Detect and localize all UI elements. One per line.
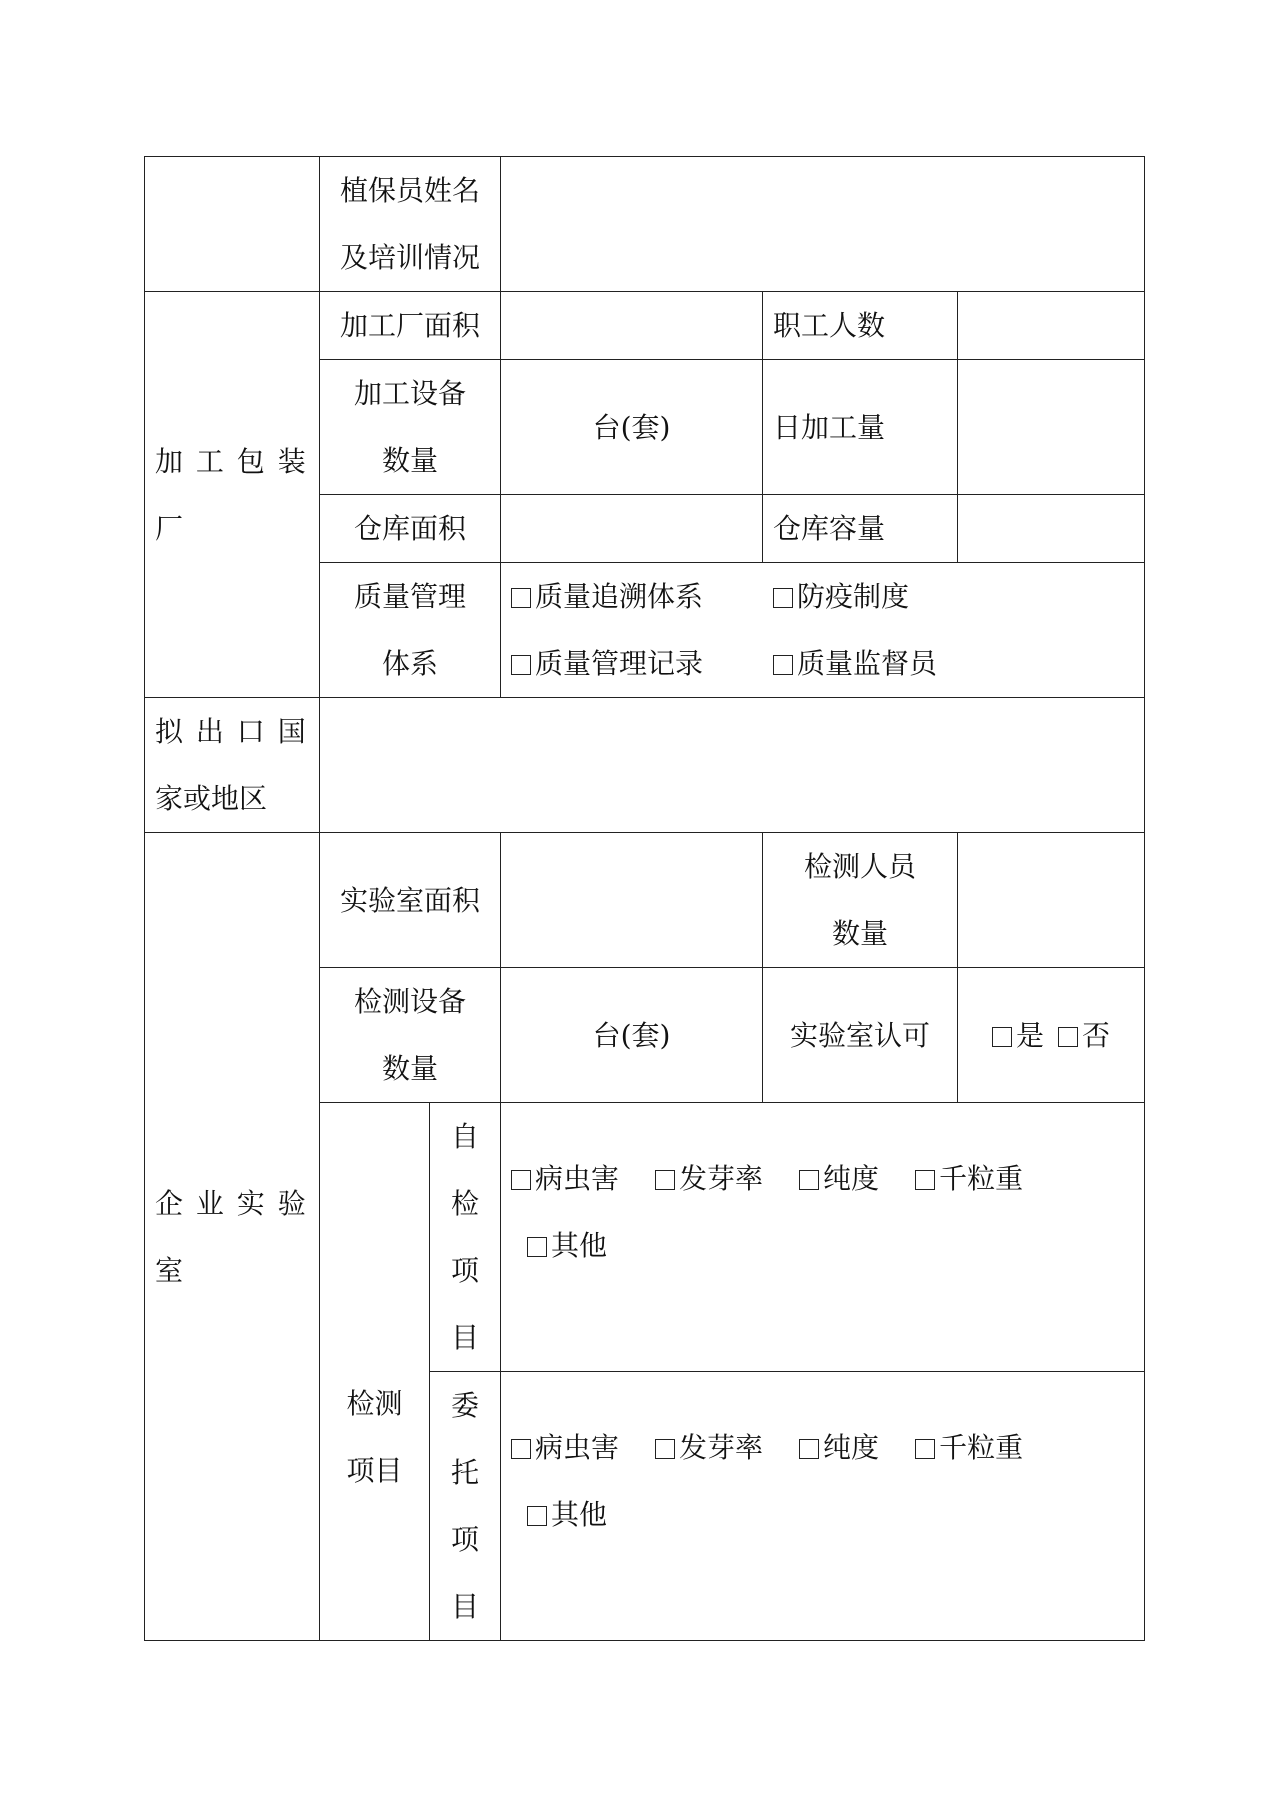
qms-option-label: 质量追溯体系 — [535, 580, 704, 613]
option-label: 其他 — [551, 1229, 608, 1262]
daily-processing-label: 日加工量 — [763, 360, 958, 495]
entrusted-label-char: 托 — [451, 1456, 480, 1489]
qms-option-epidemic[interactable] — [773, 563, 909, 630]
checkbox-icon[interactable] — [655, 1170, 675, 1190]
lab-equipment-label-line1: 检测设备 — [354, 985, 467, 1018]
lab-cert-no[interactable] — [1058, 1002, 1110, 1069]
entrusted-option-other[interactable] — [527, 1481, 607, 1548]
qms-option-traceability[interactable] — [511, 563, 737, 630]
lab-section-label-line1: 企 业 实 验 — [155, 1186, 308, 1220]
plant-protection-label-line2: 及培训情况 — [340, 241, 481, 274]
lab-cert-yes-label: 是 — [1016, 1018, 1045, 1052]
empty-section-cell — [145, 157, 320, 292]
checkbox-icon[interactable] — [511, 655, 531, 675]
entrusted-option-weight[interactable] — [915, 1414, 1023, 1481]
checkbox-icon[interactable] — [655, 1439, 675, 1459]
option-label: 病虫害 — [535, 1162, 620, 1195]
qms-label-line1: 质量管理 — [354, 580, 467, 613]
export-row — [145, 698, 1145, 833]
self-test-label-char: 检 — [451, 1187, 480, 1220]
warehouse-area-label: 仓库面积 — [320, 495, 501, 563]
entrusted-label-char: 委 — [451, 1389, 480, 1422]
plant-area-value[interactable] — [501, 292, 763, 360]
self-test-label — [430, 1103, 501, 1372]
plant-protection-row — [145, 157, 1145, 292]
option-label: 千粒重 — [939, 1162, 1024, 1195]
entrusted-option-purity[interactable] — [799, 1414, 879, 1481]
self-test-option-weight[interactable] — [915, 1145, 1023, 1212]
option-label: 纯度 — [823, 1162, 880, 1195]
lab-staff-value[interactable] — [958, 833, 1145, 968]
self-test-option-pest[interactable] — [511, 1145, 619, 1212]
export-country-label-line1: 拟 出 口 国 — [155, 715, 308, 748]
option-label: 其他 — [551, 1498, 608, 1531]
checkbox-icon[interactable] — [992, 1027, 1012, 1047]
export-country-value[interactable] — [320, 698, 1145, 833]
processing-equipment-label — [320, 360, 501, 495]
registration-form-table — [144, 156, 1145, 1641]
qms-option-supervisor[interactable] — [773, 630, 937, 697]
checkbox-icon[interactable] — [773, 588, 793, 608]
option-label: 病虫害 — [535, 1431, 620, 1464]
export-country-label — [145, 698, 320, 833]
lab-section-label — [145, 833, 320, 1641]
lab-cert-label: 实验室认可 — [763, 968, 958, 1103]
warehouse-area-value[interactable] — [501, 495, 763, 563]
plant-area-label: 加工厂面积 — [320, 292, 501, 360]
qms-options — [501, 563, 1145, 698]
lab-equipment-label — [320, 968, 501, 1103]
lab-cert-no-label: 否 — [1082, 1018, 1111, 1052]
qms-option-label: 防疫制度 — [797, 580, 910, 613]
plant-protection-label — [320, 157, 501, 292]
self-test-label-char: 目 — [451, 1321, 480, 1354]
checkbox-icon[interactable] — [527, 1237, 547, 1257]
processing-plant-label-line1: 加 工 包 装 — [155, 444, 308, 478]
qms-option-label: 质量管理记录 — [535, 647, 704, 680]
processing-equipment-unit[interactable]: 台(套) — [501, 360, 763, 495]
checkbox-icon[interactable] — [1058, 1027, 1078, 1047]
lab-equipment-unit[interactable]: 台(套) — [501, 968, 763, 1103]
lab-section-label-line2: 室 — [155, 1253, 184, 1287]
checkbox-icon[interactable] — [773, 655, 793, 675]
processing-equipment-label-line1: 加工设备 — [354, 377, 467, 410]
staff-count-value[interactable] — [958, 292, 1145, 360]
qms-label-line2: 体系 — [382, 647, 439, 680]
plant-protection-label-line1: 植保员姓名 — [340, 174, 481, 207]
option-label: 发芽率 — [679, 1162, 764, 1195]
test-items-label-line1: 检测 — [346, 1386, 403, 1420]
checkbox-icon[interactable] — [915, 1439, 935, 1459]
processing-plant-label-line2: 厂 — [155, 511, 184, 545]
entrusted-option-germination[interactable] — [655, 1414, 763, 1481]
warehouse-capacity-value[interactable] — [958, 495, 1145, 563]
form-page — [144, 156, 1144, 1641]
option-label: 发芽率 — [679, 1431, 764, 1464]
export-country-label-line2: 家或地区 — [155, 782, 268, 815]
lab-area-label: 实验室面积 — [320, 833, 501, 968]
lab-staff-label-line1: 检测人员 — [804, 850, 917, 883]
checkbox-icon[interactable] — [511, 588, 531, 608]
lab-equipment-label-line2: 数量 — [382, 1052, 439, 1085]
checkbox-icon[interactable] — [799, 1170, 819, 1190]
entrusted-option-pest[interactable] — [511, 1414, 619, 1481]
checkbox-icon[interactable] — [915, 1170, 935, 1190]
checkbox-icon[interactable] — [799, 1439, 819, 1459]
qms-option-label: 质量监督员 — [797, 647, 938, 680]
lab-staff-label — [763, 833, 958, 968]
processing-equipment-label-line2: 数量 — [382, 444, 439, 477]
self-test-option-other[interactable] — [527, 1212, 607, 1279]
entrusted-label — [430, 1372, 501, 1641]
checkbox-icon[interactable] — [527, 1506, 547, 1526]
entrusted-label-char: 目 — [451, 1590, 480, 1623]
processing-plant-section-label — [145, 292, 320, 698]
checkbox-icon[interactable] — [511, 1170, 531, 1190]
option-label: 纯度 — [823, 1431, 880, 1464]
self-test-label-char: 自 — [451, 1120, 480, 1153]
plant-protection-value[interactable] — [501, 157, 1145, 292]
qms-label — [320, 563, 501, 698]
checkbox-icon[interactable] — [511, 1439, 531, 1459]
lab-cert-options — [958, 968, 1145, 1103]
self-test-label-char: 项 — [451, 1254, 480, 1287]
self-test-option-germination[interactable] — [655, 1145, 763, 1212]
test-items-label — [320, 1103, 430, 1641]
warehouse-capacity-label: 仓库容量 — [763, 495, 958, 563]
entrusted-label-char: 项 — [451, 1523, 480, 1556]
self-test-option-purity[interactable] — [799, 1145, 879, 1212]
lab-staff-label-line2: 数量 — [832, 917, 889, 950]
lab-cert-yes[interactable] — [992, 1002, 1044, 1069]
plant-area-row — [145, 292, 1145, 360]
qms-option-records[interactable] — [511, 630, 737, 697]
lab-area-value[interactable] — [501, 833, 763, 968]
self-test-options — [501, 1103, 1145, 1372]
daily-processing-value[interactable] — [958, 360, 1145, 495]
staff-count-label: 职工人数 — [763, 292, 958, 360]
entrusted-options — [501, 1372, 1145, 1641]
option-label: 千粒重 — [939, 1431, 1024, 1464]
lab-area-row — [145, 833, 1145, 968]
test-items-label-line2: 项目 — [346, 1453, 403, 1487]
